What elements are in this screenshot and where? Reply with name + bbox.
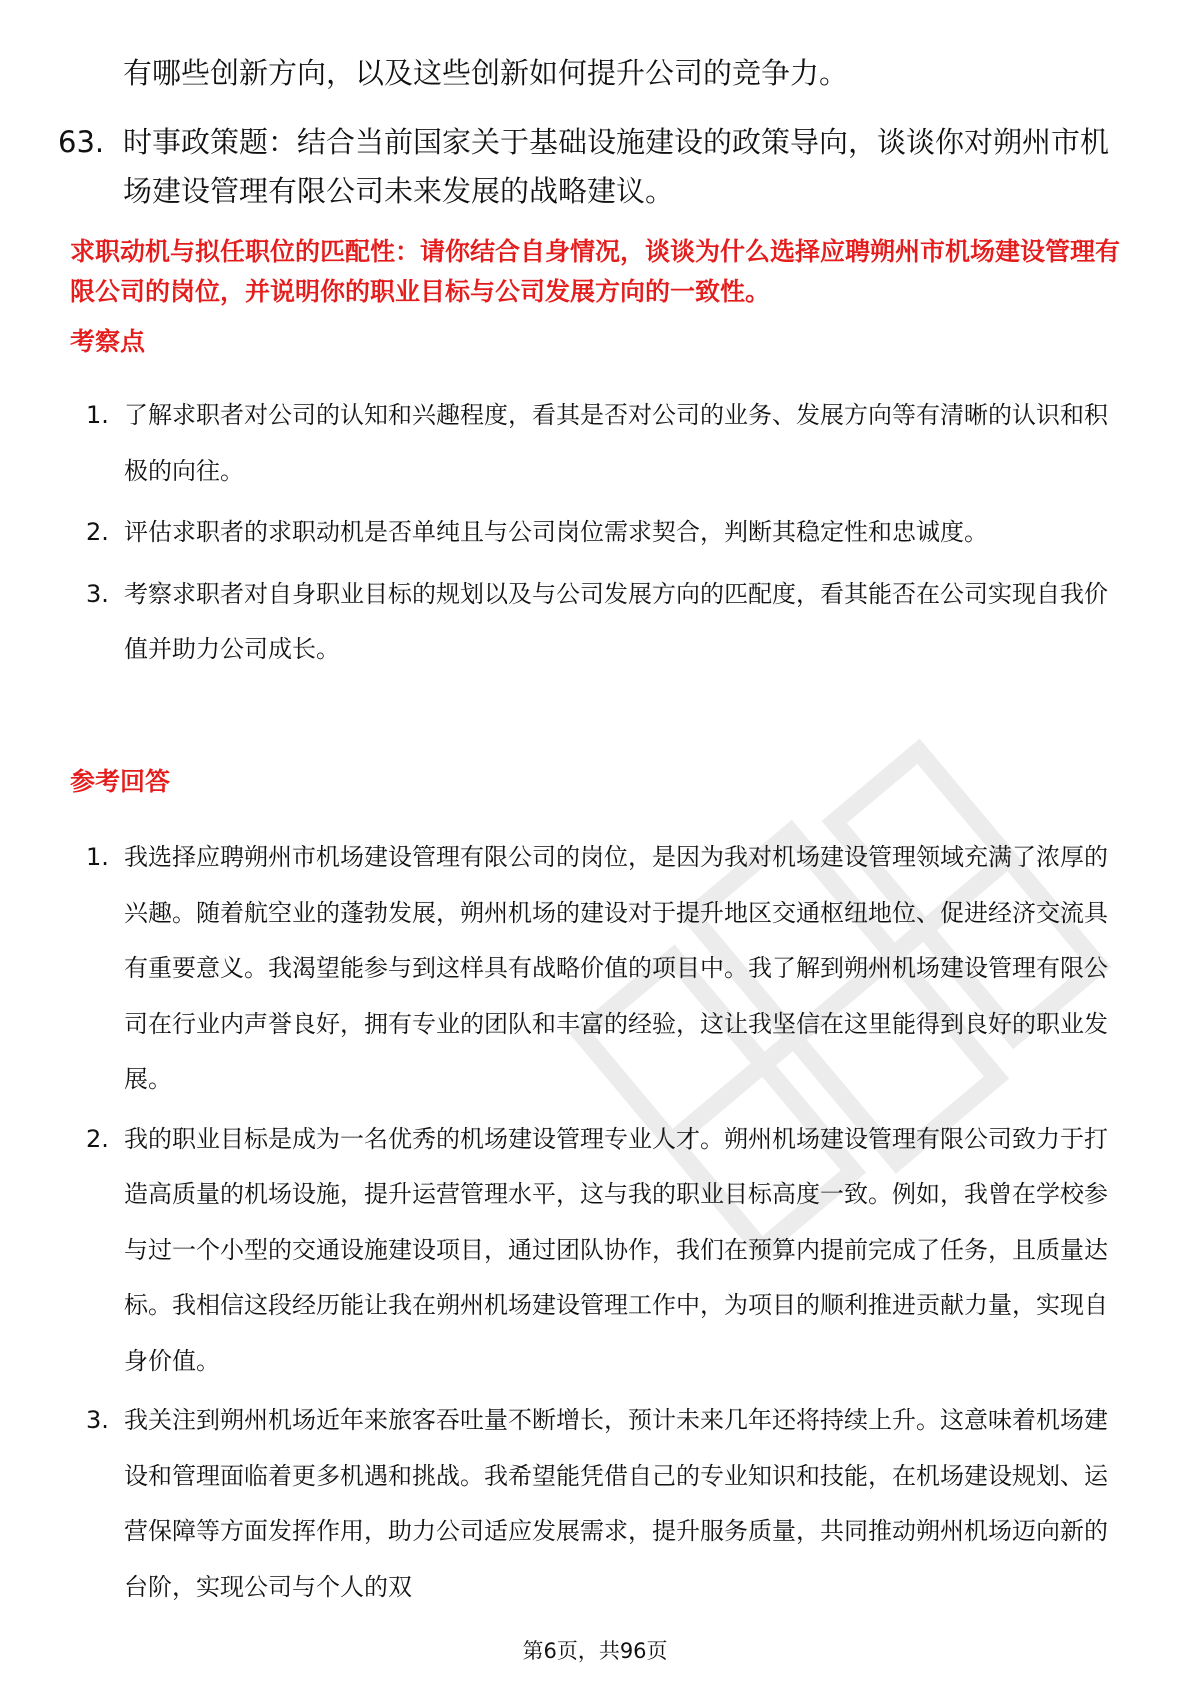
list-text: 我选择应聘朔州市机场建设管理有限公司的岗位，是因为我对机场建设管理领域充满了浓厚的兴趣。随着航空业的蓬勃发展，朔州机场的建设对于提升地区交通枢纽地位、促进经济交流具有重要意义。我渴望能参与到这样具有战略价值的项目中。我了解到朔州机场建设管理有限公司在行业内声誉良好，拥有专业的团队和丰富的经验，这让我坚信在这里能得到良好的职业发展。 bbox=[124, 843, 1108, 1093]
points-label: 考察点 bbox=[70, 327, 146, 356]
list-text: 我的职业目标是成为一名优秀的机场建设管理专业人才。朔州机场建设管理有限公司致力于打造高质量的机场设施，提升运营管理水平，这与我的职业目标高度一致。例如，我曾在学校参与过一个小型的交通设施建设项目，通过团队协作，我们在预算内提前完成了任务，且质量达标。我相信这段经历能让我在朔州机场建设管理工作中，为项目的顺利推进贡献力量，实现自身价值。 bbox=[124, 1124, 1108, 1375]
list-number: 2. bbox=[86, 518, 109, 546]
question-number: 63. bbox=[58, 125, 105, 159]
list-number: 2. bbox=[86, 1124, 109, 1153]
question-63 bbox=[58, 118, 1118, 216]
list-number: 1. bbox=[86, 843, 109, 871]
question-continuation: 有哪些创新方向，以及这些创新如何提升公司的竞争力。 bbox=[123, 56, 849, 90]
section-heading: 求职动机与拟任职位的匹配性：请你结合自身情况，谈谈为什么选择应聘朔州市机场建设管理有限公司的岗位，并说明你的职业目标与公司发展方向的一致性。 bbox=[70, 237, 1121, 306]
list-item bbox=[86, 505, 1122, 561]
list-text: 评估求职者的求职动机是否单纯且与公司岗位需求契合，判断其稳定性和忠诚度。 bbox=[124, 518, 988, 546]
list-text: 了解求职者对公司的认知和兴趣程度，看其是否对公司的业务、发展方向等有清晰的认识和积极的向往。 bbox=[124, 401, 1108, 485]
list-number: 3. bbox=[86, 579, 109, 608]
list-number: 1. bbox=[86, 401, 109, 429]
list-text: 我关注到朔州机场近年来旅客吞吐量不断增长，预计未来几年还将持续上升。这意味着机场建设和管理面临着更多机遇和挑战。我希望能凭借自己的专业知识和技能，在机场建设规划、运营保障等方面发挥作用，助力公司适应发展需求，提升服务质量，共同推动朔州机场迈向新的台阶，实现公司与个人的双 bbox=[124, 1406, 1108, 1601]
answer-label: 参考回答 bbox=[70, 767, 171, 796]
list-item bbox=[86, 830, 1122, 1108]
list-text: 考察求职者对自身职业目标的规划以及与公司发展方向的匹配度，看其能否在公司实现自我价值并助力公司成长。 bbox=[124, 579, 1108, 663]
list-item bbox=[86, 388, 1122, 499]
points-list bbox=[86, 388, 1122, 678]
list-item bbox=[86, 567, 1122, 678]
list-number: 3. bbox=[86, 1406, 109, 1434]
answer-list bbox=[86, 830, 1122, 1615]
list-item bbox=[86, 1112, 1122, 1390]
page-number: 第6页，共96页 bbox=[522, 1639, 668, 1663]
list-item bbox=[86, 1393, 1122, 1615]
question-text: 时事政策题：结合当前国家关于基础设施建设的政策导向，谈谈你对朔州市机场建设管理有限公司未来发展的战略建议。 bbox=[123, 125, 1110, 208]
